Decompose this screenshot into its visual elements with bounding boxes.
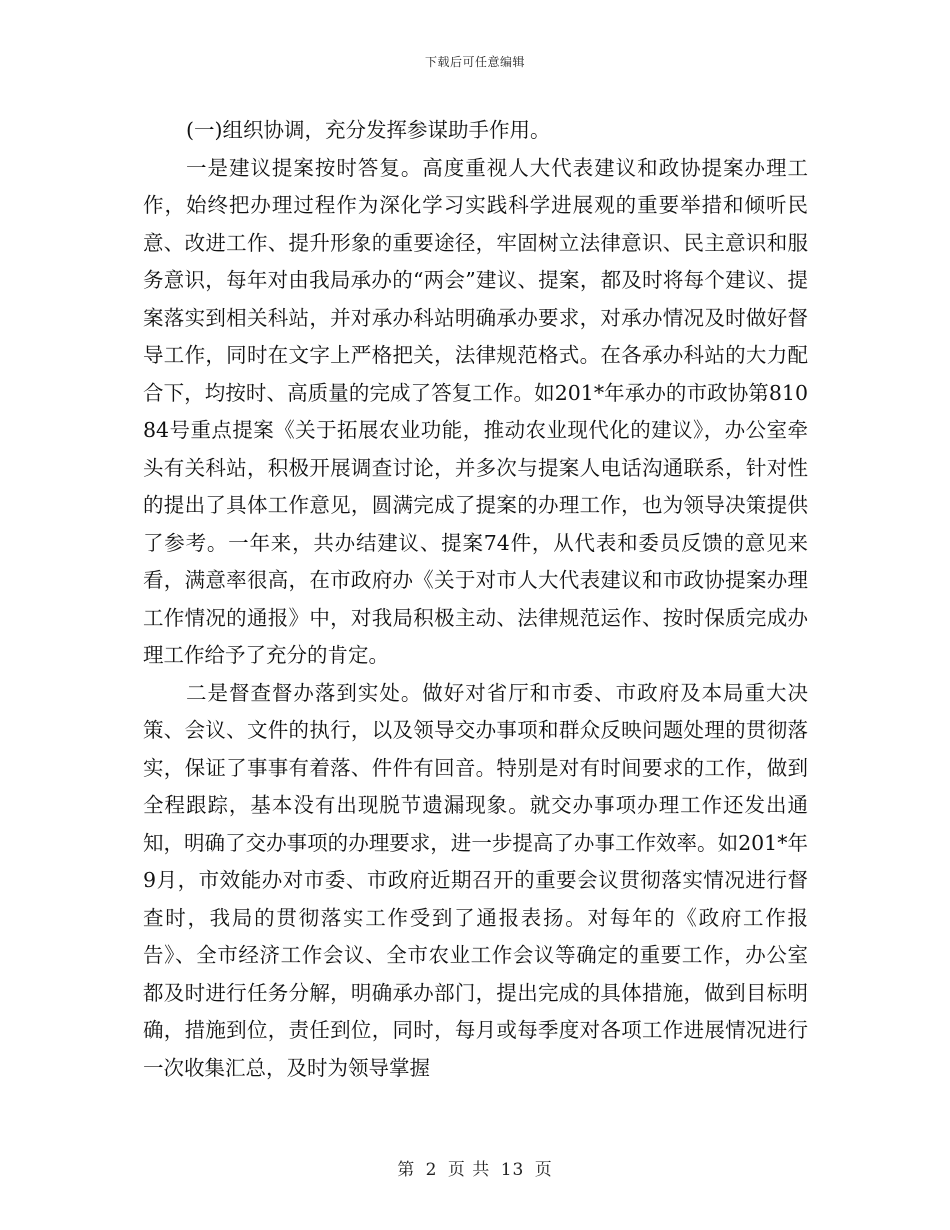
- footer-prefix: 第: [397, 1160, 416, 1180]
- page-header: 下载后可任意编辑: [424, 55, 525, 69]
- footer-suffix: 页: [534, 1160, 553, 1180]
- paragraph-supervision: 二是督查督办落到实处。做好对省厅和市委、市政府及本局重大决策、会议、文件的执行，以及领导交办事项和群众反映问题处理的贯彻落实，保证了事事有着落、件件有回音。特别是对有时间要求的工作，做到全程跟踪，基本没有出现脱节遗漏现象。就交办事项办理工作还发出通知，明确了交办事项的办理要求，进一步提高了办事工作效率。如201*年9月，市效能办对市委、市政府近期召开的重要会议贯彻落实情况进行督查时，我局的贯彻落实工作受到了通报表扬。对每年的《政府工作报告》、全市经济工作会议、全市农业工作会议等确定的重要工作，办公室都及时进行任务分解，明确承办部门，提出完成的具体措施，做到目标明确，措施到位，责任到位，同时，每月或每季度对各项工作进展情况进行一次收集汇总，及时为领导掌握: [143, 680, 808, 1080]
- paragraph-proposals: 一是建议提案按时答复。高度重视人大代表建议和政协提案办理工作，始终把办理过程作为深化学习实践科学进展观的重要举措和倾听民意、改进工作、提升形象的重要途径，牢固树立法律意识、民主意识和服务意识，每年对由我局承办的“两会”建议、提案，都及时将每个建议、提案落实到相关科站，并对承办科站明确承办要求，对承办情况及时做好督导工作，同时在文字上严格把关，法律规范格式。在各承办科站的大力配合下，均按时、高质量的完成了答复工作。如201*年承办的市政协第81084号重点提案《关于拓展农业功能，推动农业现代化的建议》，办公室牵头有关科站，积极开展调查讨论，并多次与提案人电话沟通联系，针对性的提出了具体工作意见，圆满完成了提案的办理工作，也为领导决策提供了参考。一年来，共办结建议、提案74件，从代表和委员反馈的意见来看，满意率很高，在市政府办《关于对市人大代表建议和市政协提案办理工作情况的通报》中，对我局积极主动、法律规范运作、按时保质完成办理工作给予了充分的肯定。: [143, 155, 808, 667]
- footer-middle: 页 共: [447, 1160, 491, 1180]
- page-footer: [0, 1155, 950, 1180]
- footer-current-page: 2: [425, 1160, 438, 1180]
- section-heading: (一)组织协调，充分发挥参谋助手作用。: [186, 118, 551, 142]
- footer-total-pages: 13: [500, 1160, 525, 1180]
- document-body: [143, 112, 808, 1087]
